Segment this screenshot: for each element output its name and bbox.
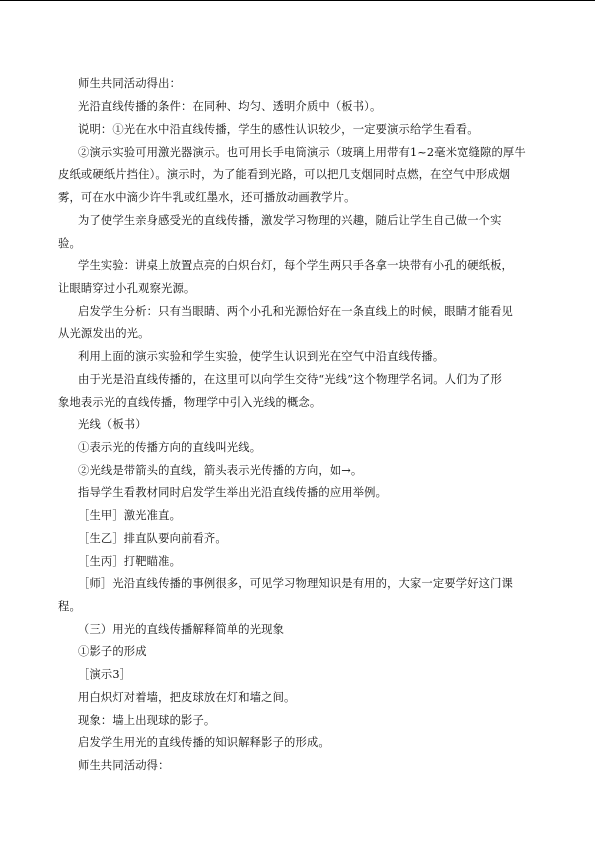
text-line: 象地表示光的直线传播，物理学中引入光线的概念。: [58, 396, 322, 409]
text-line: 现象：墙上出现球的影子。: [78, 714, 216, 727]
text-line: 学生实验：讲桌上放置点亮的白炽台灯，每个学生两只手各拿一块带有小孔的硬纸板，: [78, 259, 513, 272]
text-line: ［师］光沿直线传播的事例很多，可见学习物理知识是有用的，大家一定要学好这门课: [78, 577, 513, 590]
text-line: ［生甲］激光准直。: [78, 509, 182, 522]
text-line: 为了使学生亲身感受光的直线传播，激发学习物理的兴趣，随后让学生自己做一个实: [78, 214, 502, 227]
text-line: ［演示3］: [78, 668, 132, 681]
text-line: 用白炽灯对着墙，把皮球放在灯和墙之间。: [78, 691, 296, 704]
text-line: 皮纸或硬纸片挡住）。演示时，为了能看到光路，可以把几支烟同时点燃，在空气中形成烟: [58, 168, 511, 181]
text-line: 师生共同活动得：: [78, 759, 170, 772]
text-line: 光沿直线传播的条件：在同种、均匀、透明介质中（板书）。: [78, 100, 382, 113]
text-line: ②光线是带箭头的直线，箭头表示光传播的方向，如→。: [78, 464, 363, 477]
text-line: ②演示实验可用激光器演示。也可用长手电筒演示（玻璃上用带有1~2毫米宽缝隙的厚牛: [78, 146, 526, 159]
text-line: 启发学生分析：只有当眼睛、两个小孔和光源恰好在一条直线上的时候，眼睛才能看见: [78, 305, 513, 318]
text-line: 光线（板书）: [78, 418, 147, 431]
text-line: 雾，可在水中滴少许牛乳或红墨水，还可播放动画教学片。: [58, 191, 356, 204]
header-rule: [0, 0, 595, 1]
text-line: 启发学生用光的直线传播的知识解释影子的形成。: [78, 736, 330, 749]
text-line: 让眼睛穿过小孔观察光源。: [58, 282, 196, 295]
text-line: ［生乙］排直队要向前看齐。: [78, 532, 227, 545]
section-heading: （三）用光的直线传播解释简单的光现象: [78, 623, 285, 636]
text-line: 从光源发出的光。: [58, 327, 150, 340]
text-line: ①表示光的传播方向的直线叫光线。: [78, 441, 262, 454]
text-line: 师生共同活动得出：: [78, 77, 182, 90]
text-line: ［生丙］打靶瞄准。: [78, 555, 182, 568]
text-line: 程。: [58, 600, 81, 613]
text-line: 验。: [58, 237, 81, 250]
text-line: 利用上面的演示实验和学生实验，使学生认识到光在空气中沿直线传播。: [78, 350, 445, 363]
text-line: ①影子的形成: [78, 645, 147, 658]
text-line: 说明：①光在水中沿直线传播，学生的感性认识较少，一定要演示给学生看看。: [78, 123, 479, 136]
text-line: 指导学生看教材同时启发学生举出光沿直线传播的应用举例。: [78, 486, 388, 499]
text-line: 由于光是沿直线传播的，在这里可以向学生交待“光线”这个物理学名词。人们为了形: [78, 373, 502, 386]
